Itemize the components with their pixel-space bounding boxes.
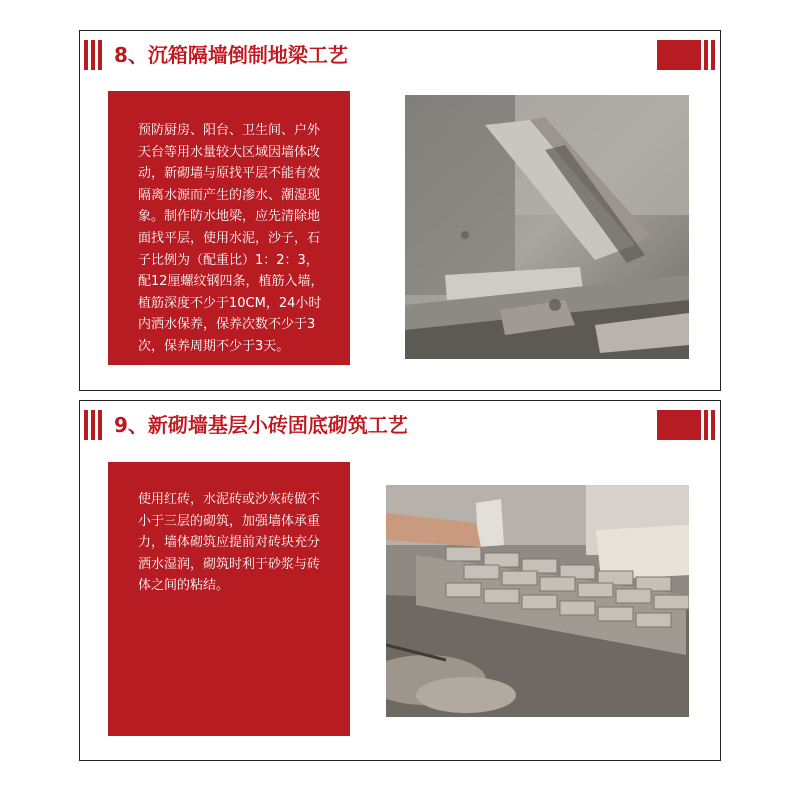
title-accent-bar: [711, 410, 715, 440]
title-accent-bar: [98, 40, 102, 70]
title-accent-bar: [704, 410, 708, 440]
brick-laying-photo: [386, 485, 689, 717]
description-box: [108, 91, 350, 365]
description-box: [108, 462, 350, 736]
title-accent-bar: [91, 410, 95, 440]
title-accent-bar: [84, 410, 88, 440]
section-title: 9、新砌墙基层小砖固底砌筑工艺: [114, 413, 408, 437]
title-accent-bar: [704, 40, 708, 70]
section-card-8: [79, 30, 721, 391]
title-accent-bar: [84, 40, 88, 70]
title-accent-bar: [98, 410, 102, 440]
concrete-ground-beam-photo: [405, 95, 689, 359]
section-card-9: [79, 400, 721, 761]
description-text: 预防厨房、阳台、卫生间、户外天台等用水量较大区域因墙体改动，新砌墙与原找平层不能有效隔离水源而产生的渗水、潮湿现象。制作防水地梁，应先清除地面找平层，使用水泥，沙子，石子比例为（配重比）1：2：3，配12厘螺纹钢四条，植筋入墙，植筋深度不少于10CM，24小时内洒水保养，保养次数不少于3次，保养周期不少于3天。: [138, 123, 324, 354]
title-accent-bar: [711, 40, 715, 70]
title-accent-block: [657, 40, 701, 70]
section-title: 8、沉箱隔墙倒制地梁工艺: [114, 43, 348, 67]
description-text: 使用红砖，水泥砖或沙灰砖做不小于三层的砌筑，加强墙体承重力，墙体砌筑应提前对砖块充分洒水湿润，砌筑时利于砂浆与砖体之间的粘结。: [138, 492, 321, 594]
title-accent-bar: [91, 40, 95, 70]
title-accent-block: [657, 410, 701, 440]
